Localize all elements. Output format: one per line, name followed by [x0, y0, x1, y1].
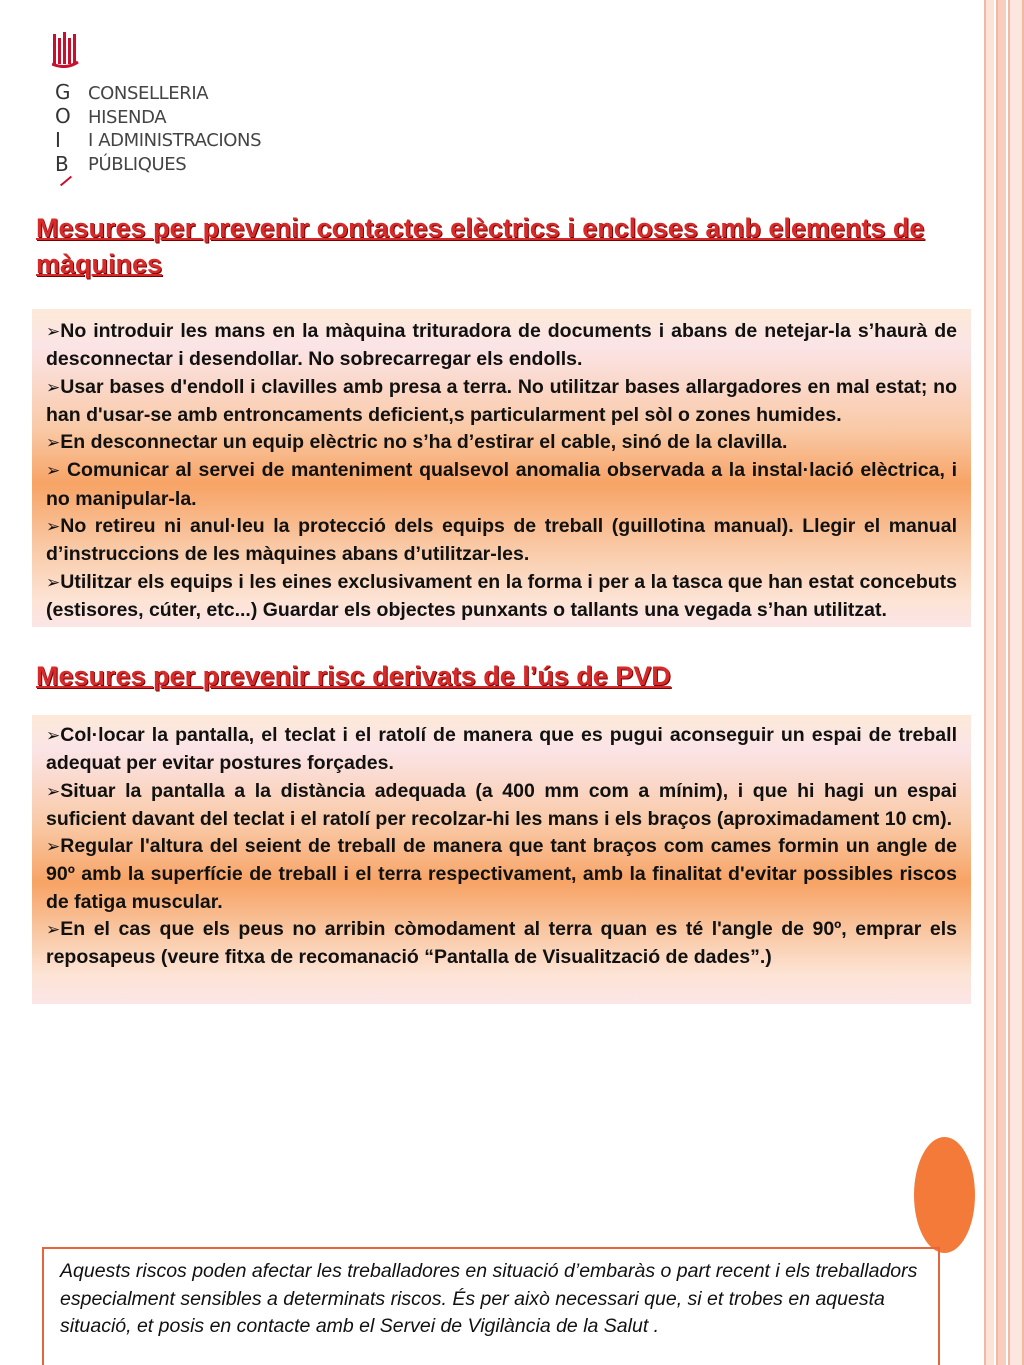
list-item: ➢Situar la pantalla a la distància adequada (a 400 mm com a mínim), i que hi hagi un espai suficient davant del teclat i el ratolí per recolzar-hi les mans i els braços (aproximadament 10 cm). — [46, 779, 957, 830]
list-item: ➢En el cas que els peus no arribin còmodament al terra quan es té l'angle de 90º, emprar els reposapeus (veure fitxa de recomanació “Pantalla de Visualització de dades”.) — [46, 918, 957, 969]
list-item: ➢No introduir les mans en la màquina trituradora de documents i abans de netejar-la s’haurà de desconnectar i desendollar. No sobrecarregar els endolls. — [46, 320, 957, 371]
arrow-bullet-icon: ➢ — [46, 572, 61, 593]
decorative-side-stripes — [984, 0, 1024, 1365]
pvd-measures-list — [32, 722, 971, 972]
list-item: ➢ Comunicar al servei de manteniment qualsevol anomalia observada a la instal·lació elèctrica, i no manipular-la. — [46, 459, 957, 510]
logo-department-name: CONSELLERIA HISENDA I ADMINISTRACIONS PÚBLIQUES — [88, 83, 262, 175]
electrical-measures-list — [32, 318, 971, 624]
list-item: ➢Col·locar la pantalla, el teclat i el ratolí de manera que es pugui aconseguir un espai de treball adequat per evitar postures forçades. — [46, 724, 957, 775]
goib-emblem-icon — [52, 28, 80, 68]
logo-letters: G O I B — [55, 80, 71, 176]
list-item: ➢Regular l'altura del seient de treball de manera que tant braços com cames formin un angle de 90º amb la superfície de treball i el terra respectivament, amb la finalitat d'evitar possibles riscos de fatiga muscular. — [46, 835, 957, 913]
section-title-electrical: Mesures per prevenir contactes elèctrics i encloses amb elements de màquines — [36, 213, 925, 279]
list-item: ➢En desconnectar un equip elèctric no s’ha d’estirar el cable, sinó de la clavilla. — [46, 431, 788, 454]
arrow-bullet-icon: ➢ — [46, 377, 61, 398]
list-item: ➢No retireu ni anul·leu la protecció dels equips de treball (guillotina manual). Llegir el manual d’instruccions de les màquines abans d’utilitzar-les. — [46, 515, 957, 566]
arrow-bullet-icon: ➢ — [46, 837, 61, 858]
arrow-bullet-icon: ➢ — [46, 781, 61, 802]
arrow-bullet-icon: ➢ — [46, 461, 61, 482]
list-item: ➢Usar bases d'endoll i clavilles amb presa a terra. No utilitzar bases allargadores en mal estat; no han d'usar-se amb entroncaments deficient,s particularment pel sòl o zones humides. — [46, 375, 957, 426]
list-item: ➢Utilitzar els equips i les eines exclusivament en la forma i per a la tasca que han estat concebuts (estisores, cúter, etc...) Guardar els objectes punxants o tallants una vegada s’han utilitzat. — [46, 570, 957, 621]
arrow-bullet-icon: ➢ — [46, 322, 61, 342]
health-surveillance-note: Aquests riscos poden afectar les treballadores en situació d’embaràs o part recent i els treballadors especialment sensibles a determinats riscos. És per això necessari que, si et trobes en aquesta situació, et posis en contacte amb el Servei de Vigilància de la Salut . — [42, 1247, 940, 1365]
arrow-bullet-icon: ➢ — [46, 433, 61, 454]
logo-slash — [60, 176, 72, 187]
arrow-bullet-icon: ➢ — [46, 517, 61, 538]
arrow-bullet-icon: ➢ — [46, 920, 61, 941]
section-title-pvd: Mesures per prevenir risc derivats de l’ús de PVD — [36, 661, 671, 691]
arrow-bullet-icon: ➢ — [46, 726, 61, 746]
decorative-orange-oval — [914, 1137, 975, 1253]
